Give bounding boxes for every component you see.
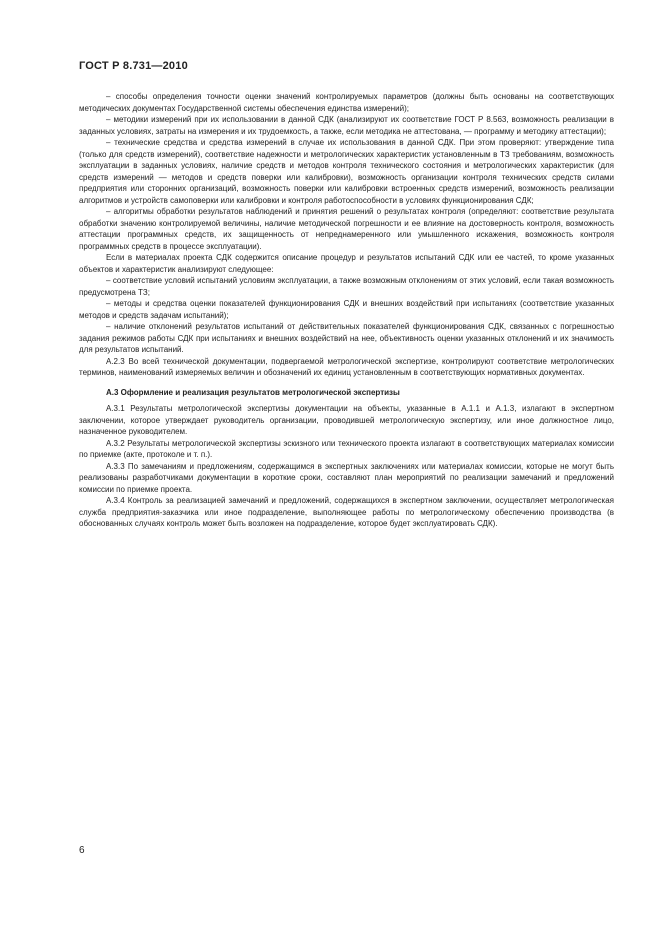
- page-number: 6: [79, 845, 85, 856]
- paragraph: – технические средства и средства измерений в случае их использования в данной СДК. При этом проверяют: утверждение типа (только для средств измерений), соответствие надежности и метрологических характеристик установленным в ТЗ требованиям, возможность эксплуатации в заданных условиях, наличие средств и методов контроля технического состояния и метрологических характеристик (для средств измерений — методов и средств поверки или калибровки), возможность организации контроля технических средств силами предприятия или сторонних организаций, возможность поверки или калибровки встроенных средств измерений, возможность реализации алгоритмов и устройств самоповерки или калибровки и контроля работоспособности в условиях функционирования СДК;: [79, 138, 614, 205]
- paragraph: А.2.3 Во всей технической документации, подвергаемой метрологической экспертизе, контролируют соответствие метрологических терминов, наименований измеряемых величин и обозначений их единиц установленным в соответствующих нормативных документах.: [79, 356, 614, 377]
- paragraph: – способы определения точности оценки значений контролируемых параметров (должны быть основаны на соответствующих методических документах Государственной системы обеспечения единства измерений);: [79, 92, 614, 113]
- document-body: [79, 91, 614, 530]
- section-paragraph: А.3.2 Результаты метрологической экспертизы эскизного или технического проекта излагают в соответствующих материалах комиссии по приемке (акте, протоколе и т. п.).: [79, 438, 614, 459]
- paragraph: – соответствие условий испытаний условиям эксплуатации, а также возможным отклонениям от этих условий, если такая возможность предусмотрена ТЗ;: [79, 276, 614, 297]
- paragraph: – наличие отклонений результатов испытаний от действительных показателей функционирования СДК, связанных с погрешностью задания режимов работы СДК при испытаниях и внешних воздействий на нее, объективность оценки указанных отклонений и их значимость для результатов испытаний.: [79, 322, 614, 354]
- paragraph: – методики измерений при их использовании в данной СДК (анализируют их соответствие ГОСТ Р 8.563, возможность реализации в заданных условиях, затраты на измерения и их трудоемкость, а также, если методика не аттестована, — программу и методику аттестации);: [79, 115, 614, 136]
- section-heading: А.3 Оформление и реализация результатов метрологической экспертизы: [106, 387, 400, 397]
- document-header: ГОСТ Р 8.731—2010: [79, 60, 188, 72]
- paragraph: – алгоритмы обработки результатов наблюдений и принятия решений о результатах контроля (определяют: соответствие результата обработки значению контролируемой величины, наличие методической погрешности и ее влияние на достоверность контроля, возможность аттестации программных средств, их защищенность от непреднамеренного или умышленного искажения, возможность контроля программных средств в процессе эксплуатации).: [79, 207, 614, 251]
- paragraph: – методы и средства оценки показателей функционирования СДК и внешних воздействий при испытаниях (соответствие указанных методов и средств задачам испытаний);: [79, 299, 614, 320]
- section-paragraph: А.3.3 По замечаниям и предложениям, содержащимся в экспертных заключениях или материалах комиссии, которые не могут быть реализованы разработчиками документации в короткие сроки, составляют план мероприятий по реализации замечаний и предложений комиссии по приемке проекта.: [79, 461, 614, 494]
- paragraph: Если в материалах проекта СДК содержится описание процедур и результатов испытаний СДК или ее частей, то кроме указанных объектов и характеристик анализируют следующее:: [79, 253, 614, 274]
- section-paragraph: А.3.1 Результаты метрологической экспертизы документации на объекты, указанные в А.1.1 и А.1.3, излагают в экспертном заключении, которое утверждает руководитель организации, проводившей метрологическую экспертизу, или иное должностное лицо, назначенное руководителем.: [79, 404, 614, 436]
- section-paragraph: А.3.4 Контроль за реализацией замечаний и предложений, содержащихся в экспертном заключении, осуществляет метрологическая служба предприятия-заказчика или иное подразделение, выполняющее работы по метрологическому обеспечению производства (в обоснованных случаях контроль может быть возложен на подразделение, которое будет эксплуатировать СДК).: [79, 496, 614, 528]
